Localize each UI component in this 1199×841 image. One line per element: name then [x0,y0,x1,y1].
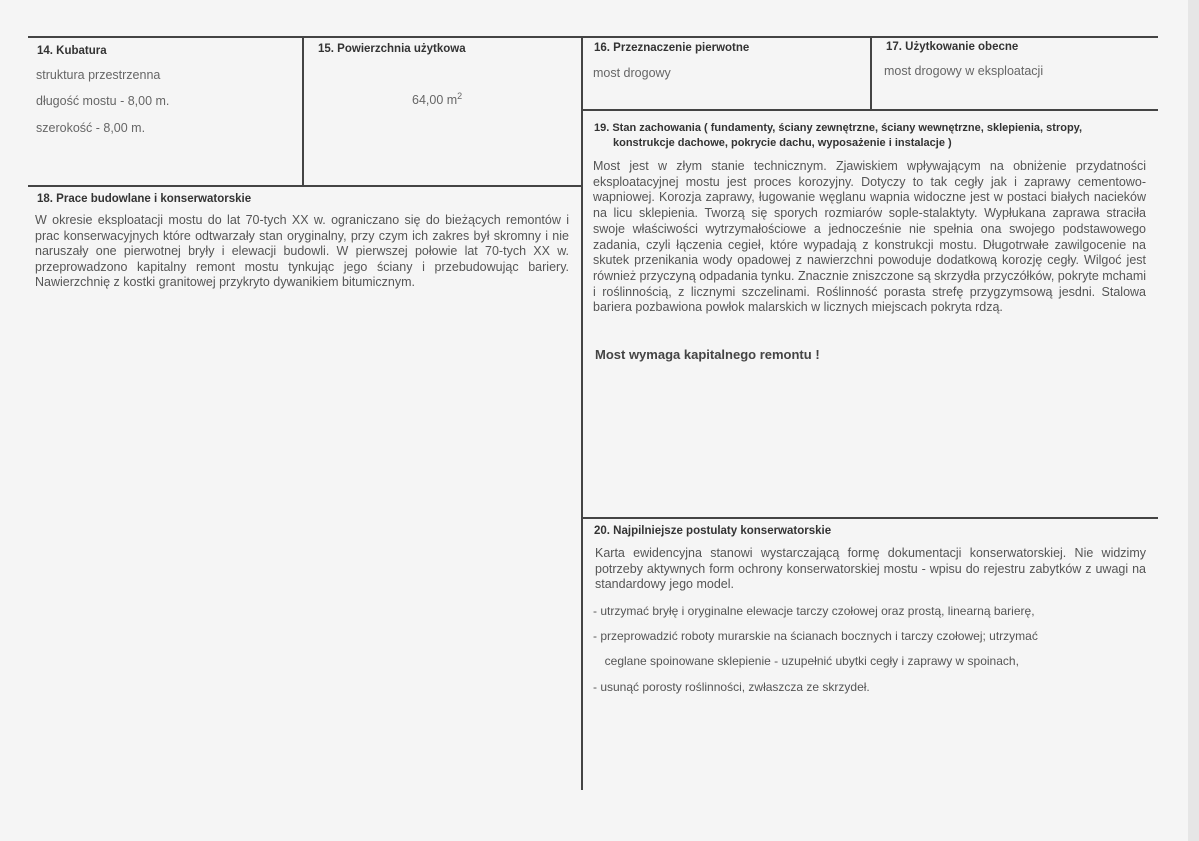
section-17-value: most drogowy w eksploatacji [884,64,1044,78]
divider-14-18 [28,185,582,187]
area-unit-exponent: 2 [457,91,463,101]
section-19-label-line-2: konstrukcje dachowe, pokrycie dachu, wyposażenie i instalacje ) [613,137,952,149]
section-15-label: 15. Powierzchnia użytkowa [318,43,466,55]
section-20-item-4: - usunąć porosty roślinności, zwłaszcza ze skrzydeł. [593,680,870,694]
section-17-label: 17. Użytkowanie obecne [886,41,1019,53]
section-20-item-1: - utrzymać bryłę i oryginalne elewacje tarczy czołowej oraz prostą, linearną barierę, [593,604,1035,618]
section-19-text: Most jest w złym stanie technicznym. Zjawiskiem wpływającym na obniżenie przydatności eksploatacyjnej mostu jest proces korozyjny. Dotyczy to tak cegły jak i zaprawy cementowo-wapniowej. Korozja zaprawy, ługowanie węglanu wapnia widoczne jest w postaci białych nacieków na licu sklepienia. Tworzą się sporych rozmiarów sople-stalaktyty. Wypłukana zaprawa straciła swoje właściwości wytrzymałościowe a jednocześnie nie spełnia ona swojego podstawowego zadania, czyli łączenia cegieł, które wypadają z konstrukcji mostu. Długotrwałe zawilgocenie na skutek przenikania wody opadowej z nawierzchni powoduje dodatkową korozję cegły. Wilgoć jest również przyczyną odpadania tynku. Znacznie zniszczone są skrzydła przyczółków, pokryte mchami i roślinnością, z licznymi szczelinami. Roślinność porasta strefę przygzymsową jesdni. Stalowa bariera pozbawiona powłok malarskich w licznych miejscach pokryta rdzą. [593,159,1147,315]
scan-edge [1188,0,1199,841]
section-15-area-value [412,91,462,107]
section-14-line-length: długość mostu - 8,00 m. [36,94,170,108]
main-center-divider [581,36,583,790]
section-14-line-structure: struktura przestrzenna [36,68,161,82]
section-19-conclusion: Most wymaga kapitalnego remontu ! [595,347,820,362]
divider-16-17 [870,36,872,110]
section-18-label: 18. Prace budowlane i konserwatorskie [37,193,252,205]
section-16-label: 16. Przeznaczenie pierwotne [594,42,750,54]
divider-14-15 [302,36,304,186]
section-16-value: most drogowy [593,66,671,80]
section-14-label: 14. Kubatura [37,45,107,57]
section-20-item-2: - przeprowadzić roboty murarskie na ścianach bocznych i tarczy czołowej; utrzymać [593,629,1038,643]
section-19-label-line-1: 19. Stan zachowania ( fundamenty, ściany zewnętrzne, ściany wewnętrzne, sklepienia, stropy, [594,122,1083,134]
top-border [28,36,1158,38]
section-20-text: Karta ewidencyjna stanowi wystarczającą formę dokumentacji konserwatorskiej. Nie widzimy potrzeby aktywnych form ochrony konserwatorskiej mostu - wpisu do rejestru zabytków z uwagi na standardowy jego model. [595,546,1146,591]
section-20-item-3: ceglane spoinowane sklepienie - uzupełnić ubytki cegły i zaprawy w spoinach, [598,654,1019,668]
area-number: 64,00 m [412,93,458,108]
section-18-text: W okresie eksploatacji mostu do lat 70-tych XX w. ograniczano się do bieżących remontów i prac konserwacyjnych które odtwarzały stan oryginalny, przy czym ich zakres był skromny i nie naruszały one pierwotnej bryły i elewacji budowli. W pierwszej połowie lat 70-tych XX w. przeprowadzono kapitalny remont mostu tynkując jego ściany i przebudowując bariery. Nawierzchnię z kostki granitowej przykryto dywanikiem bitumicznym. [35,213,569,289]
divider-16-17-bottom [582,109,1158,111]
section-14-line-width: szerokość - 8,00 m. [36,121,146,135]
divider-19-20 [582,517,1158,519]
section-20-label: 20. Najpilniejsze postulaty konserwatorskie [594,525,832,537]
